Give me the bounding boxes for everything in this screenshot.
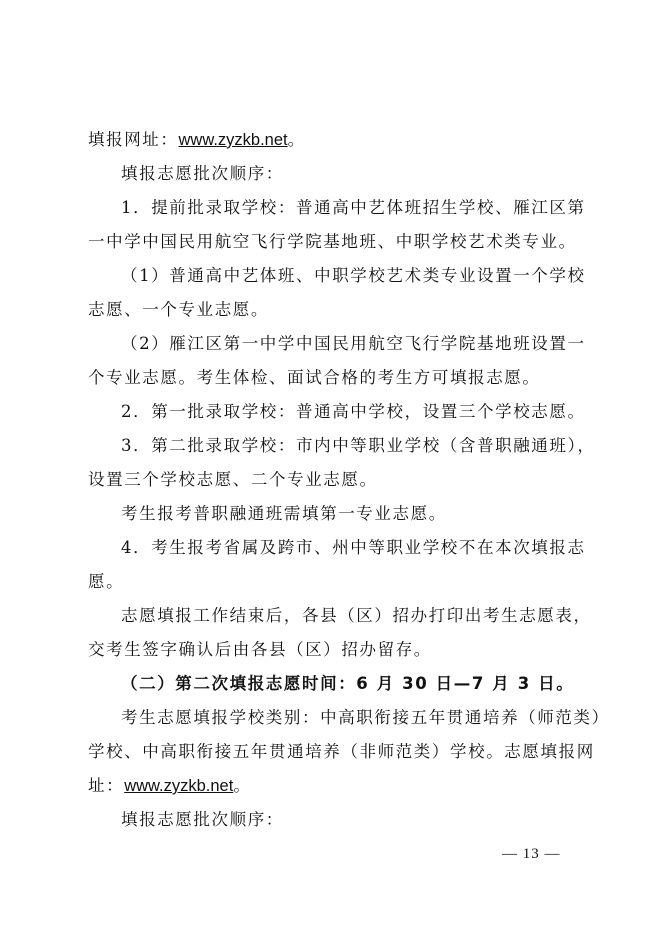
item-3-note: 考生报考普职融通班需填第一专业志愿。 [121,504,447,523]
address-label: 填报网址： [88,130,179,149]
item-4-line-1: 4．考生报考省属及跨市、州中等职业学校不在本次填报志 [121,538,586,557]
website-link[interactable]: www.zyzkb.net [178,131,288,149]
item-1-line-1: 1．提前批录取学校：普通高中艺体班招生学校、雁江区第 [121,198,586,217]
item-3-line-1: 3．第二批录取学校：市内中等职业学校（含普职融通班）， [121,436,596,455]
item-1-line-2: 一中学中国民用航空飞行学院基地班、中职学校艺术类专业。 [88,232,577,251]
address-period: 。 [287,130,306,149]
address-line [88,130,306,150]
item-1-sub-2-line-1: （2）雁江区第一中学中国民用航空飞行学院基地班设置一 [121,334,586,353]
batch-order-heading-2: 填报志愿批次顺序： [121,810,284,829]
item-1-sub-1-line-1: （1）普通高中艺体班、中职学校艺术类专业设置一个学校 [121,266,586,285]
page-number: — 13 — [502,846,561,862]
item-3-line-2: 设置三个学校志愿、二个专业志愿。 [88,470,378,489]
item-2-line: 2．第一批录取学校：普通高中学校，设置三个学校志愿。 [121,402,586,421]
closing-line-1: 志愿填报工作结束后，各县（区）招办打印出考生志愿表， [121,606,592,625]
school-type-line-3 [88,776,251,796]
section-heading-second-round: （二）第二次填报志愿时间：6 月 30 日—7 月 3 日。 [121,674,575,693]
item-1-sub-1-line-2: 志愿、一个专业志愿。 [88,300,269,319]
website-link-2[interactable]: www.zyzkb.net [124,777,234,795]
item-1-sub-2-line-2: 个专业志愿。考生体检、面试合格的考生方可填报志愿。 [88,368,541,387]
school-type-line-1: 考生志愿填报学校类别：中高职衔接五年贯通培养（师范类） [121,708,610,727]
address-period-2: 。 [233,776,252,795]
school-type-line-2: 学校、中高职衔接五年贯通培养（非师范类）学校。志愿填报网 [88,742,595,761]
batch-order-heading: 填报志愿批次顺序： [121,164,284,183]
item-4-line-2: 愿。 [88,572,125,591]
closing-line-2: 交考生签字确认后由各县（区）招办留存。 [88,640,432,659]
address-label-2: 址： [88,776,125,795]
